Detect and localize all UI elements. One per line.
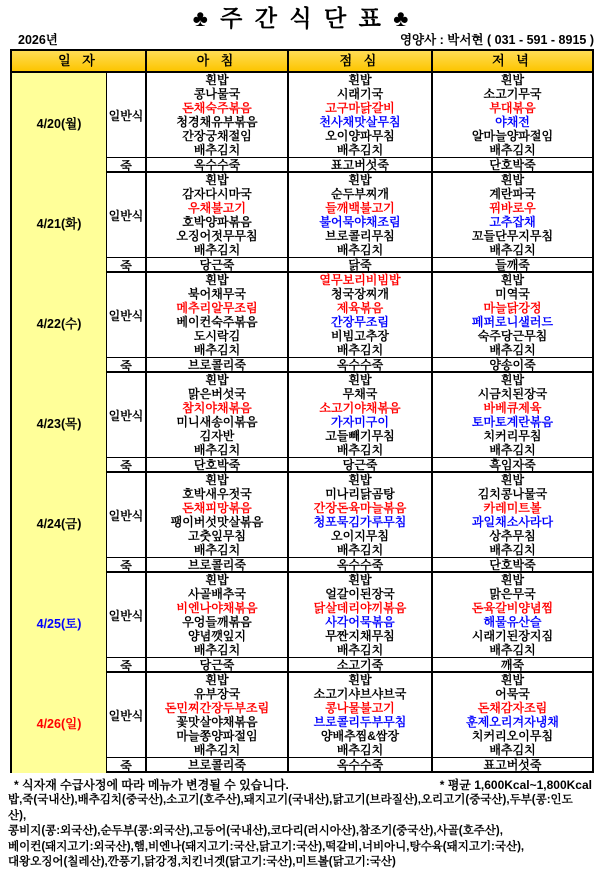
menu-item: 천사채맛살무침 [319, 115, 401, 129]
porridge-label: 죽 [107, 257, 147, 273]
origin-line: 베이컨(돼지고기:외국산),햄,비엔나(돼지고기:국산,닭고기:국산),떡갈비,너비아니,탕수육(돼지고기:국산), [8, 840, 525, 853]
menu-item: 간장돈육마늘볶음 [313, 501, 407, 515]
menu-item: 흰밥 [500, 373, 525, 387]
menu-item: 우엉들깨볶음 [182, 615, 252, 629]
menu-item: 돈채피망볶음 [182, 501, 252, 515]
menu-item: 배추김치 [336, 443, 384, 457]
menu-item: 흰밥 [205, 473, 229, 487]
porridge-cell-lunch: 옥수수죽 [289, 557, 433, 573]
menu-item: 페퍼로니샐러드 [471, 315, 554, 329]
menu-item: 해물유산슬 [483, 615, 542, 629]
date-cell: 4/22(수) [12, 273, 107, 373]
meal-cell-lunch [289, 473, 433, 557]
menu-item: 배추김치 [489, 743, 536, 757]
menu-item: 야채전 [495, 115, 530, 129]
origin-line: 대왕오징어(칠레산),깐풍기,닭강정,치킨너겟(닭고기:국산),미트볼(닭고기:국산) [8, 856, 396, 868]
menu-item: 배추김치 [336, 243, 384, 257]
menu-item: 돈민찌간장두부조림 [164, 701, 270, 715]
porridge-cell-lunch: 표고버섯죽 [289, 157, 433, 173]
menu-item: 배추김치 [336, 143, 384, 157]
porridge-cell-breakfast: 브로콜리죽 [147, 557, 289, 573]
porridge-cell-breakfast: 브로콜리죽 [147, 357, 289, 373]
menu-item: 가자미구이 [331, 415, 389, 429]
porridge-cell-breakfast: 옥수수죽 [147, 157, 289, 173]
menu-item: 소고기야채볶음 [319, 401, 401, 415]
date-cell: 4/26(일) [12, 673, 107, 773]
menu-item: 브로콜리무침 [325, 229, 395, 243]
menu-item: 소고기무국 [483, 87, 542, 101]
date-cell: 4/20(월) [12, 73, 107, 173]
menu-item: 제육볶음 [336, 301, 384, 315]
menu-item: 사각어묵볶음 [325, 615, 395, 629]
menu-item: 유부장국 [193, 687, 241, 701]
regular-meal-label: 일반식 [107, 173, 147, 257]
menu-item: 치커리무침 [483, 429, 542, 443]
menu-item: 토마토계란볶음 [471, 415, 554, 429]
menu-item: 꿔바로우 [489, 201, 536, 215]
info-row [0, 32, 604, 49]
porridge-label: 죽 [107, 657, 147, 673]
origin-line: 콩비지(콩:외국산),순두부(콩:외국산),고등어(국내산),코다리(러시아산),참조기(중국산),사골(호주산), [8, 825, 503, 837]
origin-info [0, 792, 604, 871]
porridge-cell-dinner: 들깨죽 [433, 257, 592, 273]
porridge-cell-dinner: 양송이죽 [433, 357, 592, 373]
menu-item: 숙주당근무침 [477, 329, 548, 343]
menu-item: 오이지무침 [331, 529, 389, 543]
menu-item: 흰밥 [348, 373, 372, 387]
meal-cell-breakfast [147, 673, 289, 757]
menu-item: 꼬들단무지무침 [471, 229, 554, 243]
menu-item: 호박새우젓국 [182, 487, 252, 501]
menu-item: 카레미트볼 [483, 501, 542, 515]
menu-item: 불어묵야채조림 [319, 215, 401, 229]
menu-item: 흰밥 [500, 573, 525, 587]
porridge-cell-dinner: 표고버섯죽 [433, 757, 592, 773]
porridge-cell-breakfast: 당근죽 [147, 257, 289, 273]
menu-item: 흰밥 [500, 73, 525, 87]
year-label: 2026년 [18, 33, 58, 47]
menu-item: 흰밥 [500, 273, 525, 287]
menu-item: 돈채숙주볶음 [182, 101, 252, 115]
meal-cell-breakfast [147, 273, 289, 357]
menu-item: 흰밥 [348, 573, 372, 587]
menu-item: 배추김치 [193, 143, 241, 157]
regular-meal-label: 일반식 [107, 373, 147, 457]
porridge-cell-dinner: 단호박죽 [433, 557, 592, 573]
menu-item: 시금치된장국 [477, 387, 548, 401]
day-row [12, 171, 592, 271]
menu-item: 감자다시마국 [182, 187, 252, 201]
date-cell: 4/24(금) [12, 473, 107, 573]
menu-item: 닭살데리야끼볶음 [313, 601, 407, 615]
menu-item: 상추무침 [489, 529, 536, 543]
header-date: 일 자 [12, 51, 147, 71]
menu-item: 고춧잎무침 [188, 529, 246, 543]
menu-item: 도시락김 [193, 329, 241, 343]
menu-item: 흰밥 [500, 173, 525, 187]
menu-item: 콩나물불고기 [325, 701, 395, 715]
menu-item: 청포묵김가루무침 [313, 515, 407, 529]
meal-cell-breakfast [147, 73, 289, 157]
menu-item: 호박양파볶음 [182, 215, 252, 229]
regular-meal-label: 일반식 [107, 573, 147, 657]
porridge-cell-dinner: 깨죽 [433, 657, 592, 673]
porridge-label: 죽 [107, 557, 147, 573]
menu-item: 소고기샤브샤브국 [313, 687, 407, 701]
meal-cell-dinner [433, 573, 592, 657]
menu-item: 흰밥 [348, 473, 372, 487]
porridge-cell-lunch: 옥수수죽 [289, 357, 433, 373]
menu-item: 고들빼기무침 [325, 429, 395, 443]
menu-item: 간장무조림 [331, 315, 389, 329]
calorie-note: * 평균 1,600Kcal~1,800Kcal [439, 778, 592, 792]
menu-item: 마늘닭강정 [483, 301, 542, 315]
porridge-cell-lunch: 소고기죽 [289, 657, 433, 673]
meal-cell-lunch [289, 173, 433, 257]
menu-item: 미나리닭곰탕 [325, 487, 395, 501]
date-cell: 4/25(토) [12, 573, 107, 673]
meal-cell-lunch [289, 73, 433, 157]
meal-cell-breakfast [147, 573, 289, 657]
meal-cell-lunch [289, 573, 433, 657]
menu-item: 우채불고기 [188, 201, 246, 215]
menu-item: 치커리오이무침 [471, 729, 554, 743]
menu-item: 콩나물국 [193, 87, 241, 101]
header-breakfast: 아 침 [147, 51, 289, 71]
menu-item: 비엔나야채볶음 [176, 601, 258, 615]
nutritionist-label: 영양사 : 박서현 ( 031 - 591 - 8915 ) [399, 33, 594, 47]
menu-item: 고추잡채 [489, 215, 536, 229]
porridge-label: 죽 [107, 457, 147, 473]
menu-item: 배추김치 [336, 343, 384, 357]
menu-item: 간장궁채절임 [182, 129, 252, 143]
menu-item: 순두부찌개 [331, 187, 389, 201]
menu-item: 시래기국 [336, 87, 384, 101]
menu-item: 시래기된장지짐 [471, 629, 554, 643]
porridge-cell-dinner: 단호박죽 [433, 157, 592, 173]
menu-item: 배추김치 [193, 643, 241, 657]
menu-item: 청경채유부볶음 [176, 115, 258, 129]
meal-cell-lunch [289, 673, 433, 757]
menu-item: 북어채무국 [188, 287, 246, 301]
menu-item: 맑은버섯국 [188, 387, 246, 401]
menu-item: 배추김치 [489, 643, 536, 657]
menu-item: 메추리알무조림 [176, 301, 258, 315]
meal-cell-dinner [433, 173, 592, 257]
menu-item: 미니새송이볶음 [176, 415, 258, 429]
menu-item: 고구마닭갈비 [325, 101, 395, 115]
header-dinner: 저 녁 [433, 51, 592, 71]
day-row [12, 471, 592, 571]
menu-item: 비빔고추장 [331, 329, 389, 343]
menu-item: 배추김치 [193, 743, 241, 757]
porridge-cell-lunch: 닭죽 [289, 257, 433, 273]
meal-cell-dinner [433, 373, 592, 457]
origin-line: 밥,죽(국내산),배추김치(중국산),소고기(호주산),돼지고기(국내산),닭고기(브라질산),오리고기(중국산),두부(콩:인도산), [8, 794, 573, 822]
porridge-cell-breakfast: 당근죽 [147, 657, 289, 673]
regular-meal-label: 일반식 [107, 73, 147, 157]
day-row [12, 571, 592, 671]
menu-item: 흰밥 [205, 373, 229, 387]
meal-cell-dinner [433, 273, 592, 357]
porridge-label: 죽 [107, 157, 147, 173]
menu-item: 배추김치 [336, 643, 384, 657]
footnote-row [0, 773, 604, 792]
porridge-label: 죽 [107, 757, 147, 773]
menu-item: 흰밥 [348, 173, 372, 187]
page-title: ♣ 주 간 식 단 표 ♣ [192, 5, 412, 31]
porridge-cell-breakfast: 브로콜리죽 [147, 757, 289, 773]
menu-item: 청국장찌개 [331, 287, 389, 301]
day-row [12, 71, 592, 171]
menu-item: 흰밥 [205, 73, 229, 87]
menu-item: 과일채소사라다 [471, 515, 554, 529]
menu-item: 배추김치 [489, 343, 536, 357]
regular-meal-label: 일반식 [107, 673, 147, 757]
meal-cell-lunch [289, 373, 433, 457]
menu-item: 흰밥 [205, 673, 229, 687]
meal-cell-dinner [433, 673, 592, 757]
porridge-label: 죽 [107, 357, 147, 373]
date-cell: 4/21(화) [12, 173, 107, 273]
header-lunch: 점 심 [289, 51, 433, 71]
menu-item: 양배추찜&쌈장 [320, 729, 400, 743]
menu-item: 배추김치 [193, 243, 241, 257]
porridge-cell-lunch: 옥수수죽 [289, 757, 433, 773]
menu-item: 배추김치 [193, 543, 241, 557]
date-cell: 4/23(목) [12, 373, 107, 473]
menu-item: 배추김치 [489, 243, 536, 257]
menu-item: 흰밥 [205, 173, 229, 187]
table-header-row [12, 51, 592, 71]
menu-item: 배추김치 [193, 443, 241, 457]
menu-item: 흰밥 [205, 273, 229, 287]
menu-item: 흰밥 [500, 673, 525, 687]
menu-item: 꽃맛살야채볶음 [176, 715, 258, 729]
menu-item: 돈육갈비양념찜 [471, 601, 554, 615]
menu-item: 김자반 [199, 429, 235, 443]
menu-item: 마늘쫑양파절임 [176, 729, 258, 743]
menu-item: 배추김치 [336, 743, 384, 757]
menu-item: 사골배추국 [188, 587, 246, 601]
menu-table [10, 49, 594, 773]
meal-cell-dinner [433, 473, 592, 557]
menu-item: 양념깻잎지 [188, 629, 246, 643]
menu-item: 흰밥 [348, 673, 372, 687]
menu-item: 오징어젓무무침 [176, 229, 258, 243]
meal-cell-breakfast [147, 173, 289, 257]
meal-cell-breakfast [147, 373, 289, 457]
menu-item: 김치콩나물국 [477, 487, 548, 501]
menu-item: 돈채감자조림 [477, 701, 548, 715]
regular-meal-label: 일반식 [107, 473, 147, 557]
menu-item: 배추김치 [489, 143, 536, 157]
day-row [12, 371, 592, 471]
meal-cell-lunch [289, 273, 433, 357]
day-row [12, 271, 592, 371]
porridge-cell-dinner: 흑임자죽 [433, 457, 592, 473]
menu-item: 얼갈이된장국 [325, 587, 395, 601]
menu-item: 배추김치 [489, 543, 536, 557]
porridge-cell-lunch: 당근죽 [289, 457, 433, 473]
menu-item: 부대볶음 [489, 101, 536, 115]
menu-item: 브로콜리두부무침 [313, 715, 407, 729]
menu-change-note: * 식자재 수급사정에 따라 메뉴가 변경될 수 있습니다. [14, 778, 289, 792]
menu-item: 무채국 [342, 387, 378, 401]
menu-item: 참치야채볶음 [182, 401, 252, 415]
menu-item: 계란파국 [489, 187, 536, 201]
day-row [12, 671, 592, 771]
menu-item: 훈제오리겨자냉채 [466, 715, 559, 729]
menu-item: 어묵국 [495, 687, 530, 701]
menu-item: 배추김치 [489, 443, 536, 457]
menu-item: 배추김치 [193, 343, 241, 357]
menu-item: 바베큐제육 [483, 401, 542, 415]
meal-cell-breakfast [147, 473, 289, 557]
menu-item: 오이양파무침 [325, 129, 395, 143]
porridge-cell-breakfast: 단호박죽 [147, 457, 289, 473]
menu-item: 배추김치 [336, 543, 384, 557]
menu-item: 미역국 [495, 287, 530, 301]
menu-item: 들깨백불고기 [325, 201, 395, 215]
menu-item: 알마늘양파절임 [471, 129, 554, 143]
meal-cell-dinner [433, 73, 592, 157]
menu-item: 흰밥 [205, 573, 229, 587]
menu-item: 흰밥 [500, 473, 525, 487]
menu-item: 베이컨숙주볶음 [176, 315, 258, 329]
menu-item: 열무보리비빔밥 [319, 273, 401, 287]
regular-meal-label: 일반식 [107, 273, 147, 357]
menu-item: 팽이버섯맛살볶음 [170, 515, 264, 529]
menu-item: 맑은무국 [489, 587, 536, 601]
menu-item: 무짠지채무침 [325, 629, 395, 643]
menu-item: 흰밥 [348, 73, 372, 87]
table-body [12, 71, 592, 771]
